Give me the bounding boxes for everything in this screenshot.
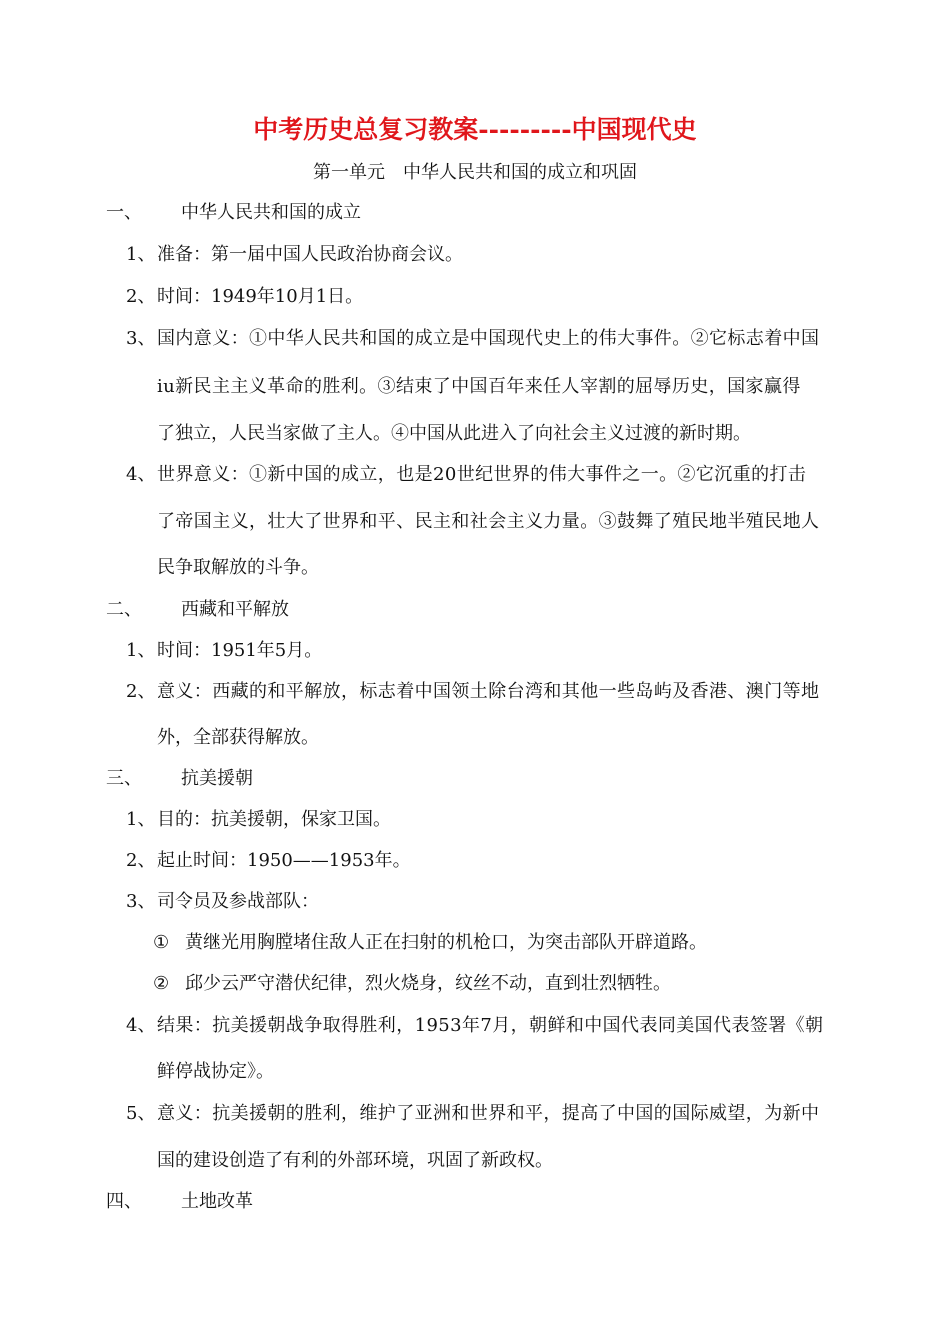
item-text: 意义：抗美援朝的胜利，维护了亚洲和世界和平，提高了中国的国际威望，为新中: [157, 1103, 820, 1124]
section-number: 三、: [106, 768, 142, 789]
section-title: 土地改革: [181, 1191, 253, 1212]
item-text-continued: 外，全部获得解放。: [157, 727, 319, 748]
item-number: 2、: [126, 850, 156, 871]
hero-text: 黄继光用胸膛堵住敌人正在扫射的机枪口，为突击部队开辟道路。: [185, 932, 707, 953]
item-number: 1、: [126, 244, 156, 265]
item-text-continued: 了帝国主义，壮大了世界和平、民主和社会主义力量。③鼓舞了殖民地半殖民地人: [157, 511, 820, 532]
hero-number: ①: [153, 932, 170, 953]
section-title: 西藏和平解放: [181, 599, 289, 620]
section-number: 二、: [106, 599, 142, 620]
section-title: 抗美援朝: [181, 768, 253, 789]
item-text: 时间：1949年10月1日。: [157, 286, 364, 307]
item-number: 4、: [126, 1015, 156, 1036]
section-number: 四、: [106, 1191, 142, 1212]
unit-heading: 第一单元 中华人民共和国的成立和巩固: [313, 162, 637, 183]
item-text: 司令员及参战部队：: [157, 891, 319, 912]
item-text: 准备：第一届中国人民政治协商会议。: [157, 244, 463, 265]
hero-number: ②: [153, 973, 170, 994]
item-text: 世界意义：①新中国的成立，也是20世纪世界的伟大事件之一。②它沉重的打击: [157, 464, 807, 485]
item-text-continued: 鲜停战协定》。: [157, 1061, 274, 1082]
item-text: 国内意义：①中华人民共和国的成立是中国现代史上的伟大事件。②它标志着中国: [157, 328, 820, 349]
item-number: 2、: [126, 286, 156, 307]
section-number: 一、: [106, 202, 142, 223]
item-number: 5、: [126, 1103, 156, 1124]
item-text-continued: iu新民主主义革命的胜利。③结束了中国百年来任人宰割的屈辱历史，国家赢得: [157, 376, 801, 397]
item-text-continued: 了独立，人民当家做了主人。④中国从此进入了向社会主义过渡的新时期。: [157, 423, 751, 444]
item-text-continued: 民争取解放的斗争。: [157, 557, 319, 578]
item-text: 起止时间：1950——1953年。: [157, 850, 411, 871]
section-title: 中华人民共和国的成立: [181, 202, 361, 223]
item-number: 1、: [126, 809, 156, 830]
item-number: 2、: [126, 681, 156, 702]
item-text-continued: 国的建设创造了有利的外部环境，巩固了新政权。: [157, 1150, 553, 1171]
hero-text: 邱少云严守潜伏纪律，烈火烧身，纹丝不动，直到壮烈牺牲。: [185, 973, 671, 994]
item-number: 4、: [126, 464, 156, 485]
item-number: 3、: [126, 328, 156, 349]
item-number: 1、: [126, 640, 156, 661]
item-text: 时间：1951年5月。: [157, 640, 323, 661]
item-text: 意义：西藏的和平解放，标志着中国领土除台湾和其他一些岛屿及香港、澳门等地: [157, 681, 820, 702]
item-number: 3、: [126, 891, 156, 912]
item-text: 结果：抗美援朝战争取得胜利，1953年7月，朝鲜和中国代表同美国代表签署《朝: [157, 1015, 824, 1036]
document-title: 中考历史总复习教案---------中国现代史: [253, 115, 697, 144]
item-text: 目的：抗美援朝，保家卫国。: [157, 809, 391, 830]
